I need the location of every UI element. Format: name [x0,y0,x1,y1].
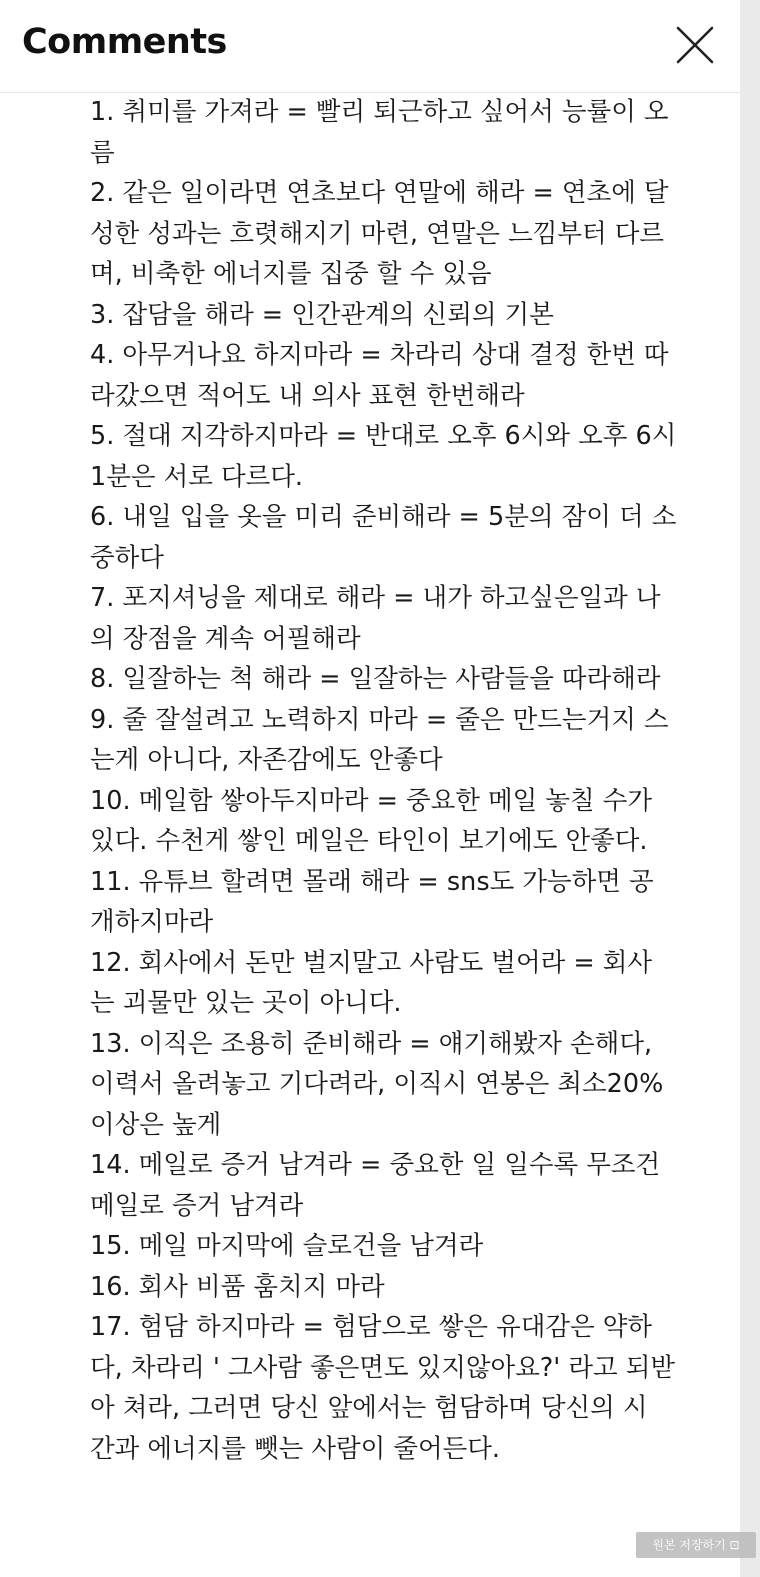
list-item-line: 3. 잡담을 해라 = 인간관계의 신뢰의 기본 [90,299,554,330]
list-item-line: 성한 성과는 흐렷해지기 마련, 연말은 느낌부터 다르 [90,218,665,249]
list-item [90,295,700,336]
list-item [90,1024,700,1146]
list-item [90,92,700,173]
list-item [90,781,700,862]
list-item [90,173,700,295]
list-item [90,416,700,497]
list-item [90,659,700,700]
list-item-line: 8. 일잘하는 척 해라 = 일잘하는 사람들을 따라해라 [90,664,661,694]
list-item-line: 이상은 높게 [90,1109,222,1140]
list-item [90,1145,700,1226]
list-item-line: 중하다 [90,542,164,573]
list-item [90,1226,700,1267]
scrollbar[interactable] [740,0,760,1577]
list-item-line: 15. 메일 마지막에 슬로건을 남겨라 [90,1231,484,1261]
list-item-line: 16. 회사 비품 훔치지 마라 [90,1271,385,1302]
list-item-line: 11. 유튜브 할려면 몰래 해라 = sns도 가능하면 공 [90,866,654,897]
close-icon [672,22,718,68]
list-item-line: 는게 아니다, 자존감에도 안좋다 [90,745,443,775]
list-item-line: 4. 아무거나요 하지마라 = 차라리 상대 결정 한번 따 [90,340,669,370]
comments-header [0,0,740,93]
list-item-line: 메일로 증거 남겨라 [90,1190,304,1221]
list-item-line: 름 [90,137,115,168]
list-item [90,1307,700,1469]
list-item-line: 10. 메일함 쌓아두지마라 = 중요한 메일 놓칠 수가 [90,785,653,816]
list-item-line: 9. 줄 잘설려고 노력하지 마라 = 줄은 만드는거지 스 [90,704,669,735]
list-item-line: 13. 이직은 조용히 준비해라 = 얘기해봤자 손해다, [90,1028,653,1059]
list-item-line: 는 괴물만 있는 곳이 아니다. [90,988,402,1018]
list-item-line: 14. 메일로 증거 남겨라 = 중요한 일 일수록 무조건 [90,1150,661,1180]
list-item-line: 며, 비축한 에너지를 집중 할 수 있음 [90,259,492,289]
list-item [90,1267,700,1308]
list-item-line: 17. 험담 하지마라 = 험담으로 쌓은 유대감은 약하 [90,1312,653,1342]
list-item-line: 6. 내일 입을 옷을 미리 준비해라 = 5분의 잠이 더 소 [90,502,677,532]
list-item-line: 개하지마라 [90,907,214,937]
list-item [90,578,700,659]
list-item-line: 이력서 올려놓고 기다려라, 이직시 연봉은 최소20% [90,1069,664,1099]
comment-body [90,92,700,1469]
list-item [90,335,700,416]
list-item [90,700,700,781]
list-item [90,943,700,1024]
list-item-line: 의 장점을 계속 어필해라 [90,623,361,654]
save-original-button[interactable]: 원본 저장하기 ⊡ [636,1532,756,1558]
close-button[interactable] [672,22,718,68]
list-item-line: 12. 회사에서 돈만 벌지말고 사람도 벌어라 = 회사 [90,947,653,978]
list-item-line: 2. 같은 일이라면 연초보다 연말에 해라 = 연초에 달 [90,178,669,208]
list-item-line: 간과 에너지를 뺏는 사람이 줄어든다. [90,1433,501,1464]
list-item-line: 라갔으면 적어도 내 의사 표현 한번해라 [90,380,525,411]
list-item-line: 있다. 수천게 쌓인 메일은 타인이 보기에도 안좋다. [90,826,648,856]
page-title: Comments [22,22,227,62]
list-item-line: 다, 차라리 ' 그사람 좋은면도 있지않아요?' 라고 되받 [90,1352,676,1383]
list-item-line: 1분은 서로 다르다. [90,461,303,492]
list-item-line: 아 쳐라, 그러면 당신 앞에서는 험담하며 당신의 시 [90,1393,648,1423]
list-item-line: 1. 취미를 가져라 = 빨리 퇴근하고 싶어서 능률이 오 [90,97,669,127]
list-item [90,862,700,943]
list-item-line: 7. 포지셔닝을 제대로 해라 = 내가 하고싶은일과 나 [90,583,661,613]
list-item [90,497,700,578]
list-item-line: 5. 절대 지각하지마라 = 반대로 오후 6시와 오후 6시 [90,421,677,451]
